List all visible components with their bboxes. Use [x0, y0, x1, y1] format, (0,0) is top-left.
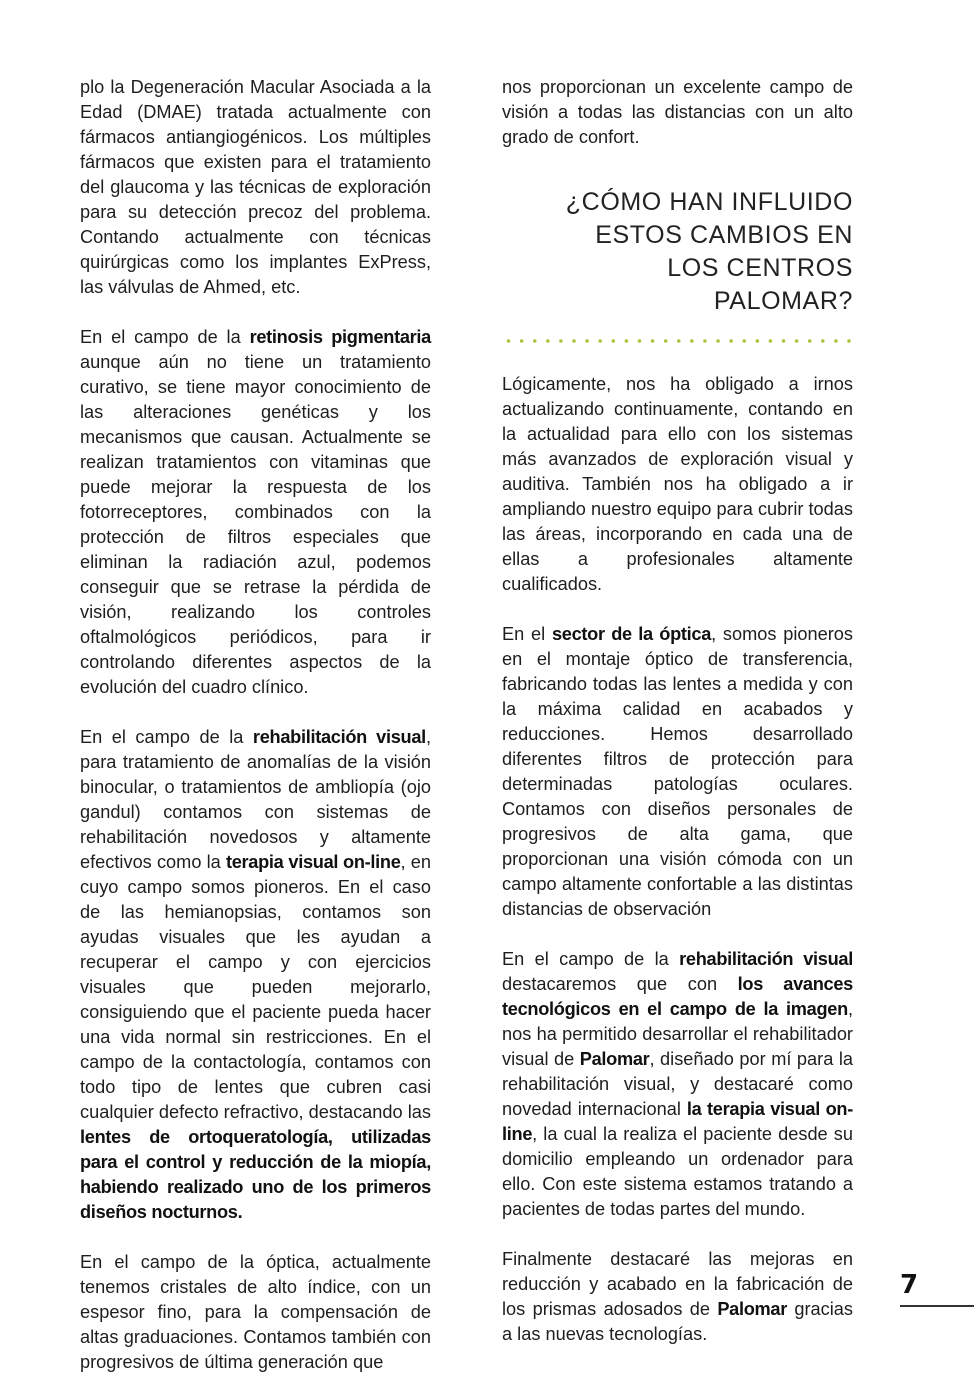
paragraph-optica: En el campo de la óptica, actualmente tenemos cristales de alto índice, con un espesor fino, para la compensación de altas graduaciones. Contamos también con progresivos de última generación que	[80, 1252, 431, 1372]
paragraph-sector-optica: En el sector de la óptica, somos pioneros en el montaje óptico de transferencia, fabricando todas las lentes a medida y con la máxima calidad en acabados y reducciones. Hemos desarrollado diferentes filtros de protección para determinadas patologías oculares. Contamos con diseños personales de progresivos de alta gama, que proporcionan una visión cómoda con un campo altamente confortable a las distintas distancias de observación	[502, 624, 853, 919]
section-heading: ¿CÓMO HAN INFLUIDO ESTOS CAMBIOS EN LOS CENTROS PALOMAR?	[565, 188, 853, 315]
right-column	[502, 75, 853, 1347]
paragraph-rehabilitacion: En el campo de la rehabilitación visual, para tratamiento de anomalías de la visión binocular, o tratamientos de ambliopía (ojo gandul) contamos con sistemas de rehabilitación novedosos y altamente efectivos como la terapia visual on-line, en cuyo campo somos pioneros. En el caso de las hemianopsias, contamos son ayudas visuales que les ayudan a recuperar el campo y con ejercicios visuales que pueden mejorarlo, consiguiendo que el paciente pueda hacer una vida normal sin restricciones. En el campo de la contactología, contamos con todo tipo de lentes que cubren casi cualquier defecto refractivo, destacando las lentes de ortoqueratología, utilizadas para el control y reducción de la miopía, habiendo realizado uno de los primeros diseños nocturnos.	[80, 727, 431, 1222]
paragraph-retinosis: En el campo de la retinosis pigmentaria aunque aún no tiene un tratamiento curativo, se tiene mayor conocimiento de las alteraciones genéticas y los mecanismos que causan. Actualmente se realizan tratamientos con vitaminas que puede mejorar la respuesta de los fotorreceptores, combinados con la protección de filtros especiales que eliminan la radiación azul, podemos conseguir que se retrase la pérdida de visión, realizando los controles oftalmológicos periódicos, para ir controlando diferentes aspectos de la evolución del cuadro clínico.	[80, 327, 431, 697]
dotted-divider	[502, 338, 853, 344]
paragraph-rehabilitador: En el campo de la rehabilitación visual destacaremos que con los avances tecnológicos en el campo de la imagen, nos ha permitido desarrollar el rehabilitador visual de Palomar, diseñado por mí para la rehabilitación visual, y destacaré como novedad internacional la terapia visual on-line, la cual la realiza el paciente desde su domicilio empleando un ordenador para ello. Con este sistema estamos tratando a pacientes de todas partes del mundo.	[502, 949, 853, 1219]
page-number-rule	[900, 1305, 974, 1307]
bold-term: Palomar	[717, 1299, 788, 1319]
bold-term: rehabilitación visual	[679, 949, 853, 969]
left-column	[80, 75, 431, 1375]
bold-term: terapia visual on-line	[225, 852, 401, 872]
paragraph-logicamente: Lógicamente, nos ha obligado a irnos actualizando continuamente, contando en la actualidad para ello con los sistemas más avanzados de exploración visual y auditiva. También nos ha obligado a ir ampliando nuestro equipo para cubrir todas las áreas, incorporando en cada una de ellas a profesionales altamente cualificados.	[502, 374, 853, 594]
paragraph-continuation: nos proporcionan un excelente campo de visión a todas las distancias con un alto grado de confort.	[502, 77, 853, 147]
paragraph-dmae-glaucoma: plo la Degeneración Macular Asociada a la Edad (DMAE) tratada actualmente con fármacos antiangiogénicos. Los múltiples fármacos que existen para el tratamiento del glaucoma y las técnicas de exploración para su detección precoz del problema. Contando actualmente con técnicas quirúrgicas como los implantes ExPress, las válvulas de Ahmed, etc.	[80, 77, 431, 297]
bold-term: Palomar	[579, 1049, 650, 1069]
bold-term: rehabilitación visual	[252, 727, 426, 747]
bold-term: lentes de ortoqueratología, utilizadas para el control y reducción de la miopía, habiendo realizado uno de los primeros diseños nocturnos.	[80, 1127, 431, 1222]
bold-term: los avances tecnológicos en el campo de la imagen	[502, 974, 853, 1019]
bold-term: retinosis pigmentaria	[249, 327, 431, 347]
bold-term: sector de la óptica	[551, 624, 712, 644]
bold-term: la terapia visual on-line	[502, 1099, 853, 1144]
paragraph-finalmente: Finalmente destacaré las mejoras en reducción y acabado en la fabricación de los prismas adosados de Palomar gracias a las nuevas tecnologías.	[502, 1249, 853, 1344]
page-number: 7	[900, 1270, 919, 1300]
